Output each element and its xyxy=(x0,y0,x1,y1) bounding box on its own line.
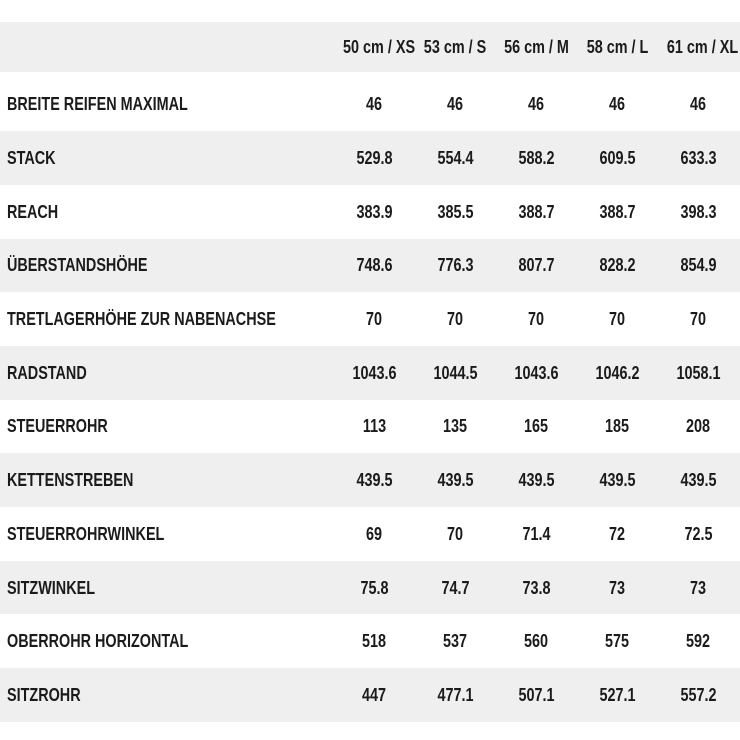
row-label: ÜBERSTANDSHÖHE xyxy=(7,255,148,276)
cell-value: 518 xyxy=(362,631,387,652)
cell-value: 1043.6 xyxy=(352,362,397,383)
cell-value: 439.5 xyxy=(599,470,636,491)
cell-value: 72.5 xyxy=(684,523,713,544)
cell-value: 46 xyxy=(366,94,383,115)
cell-value: 1058.1 xyxy=(676,362,721,383)
table-row-sitzwinkel xyxy=(0,561,740,615)
cell-value: 46 xyxy=(690,94,707,115)
column-header-label: 61 cm / XL xyxy=(666,37,739,57)
cell-value: 439.5 xyxy=(680,470,717,491)
cell-value: 439.5 xyxy=(437,470,474,491)
cell-value: 828.2 xyxy=(599,255,636,276)
cell-value: 439.5 xyxy=(356,470,393,491)
table-row-stack xyxy=(0,131,740,185)
table-row-radstand xyxy=(0,346,740,400)
row-label: OBERROHR HORIZONTAL xyxy=(7,631,189,652)
cell-value: 575 xyxy=(605,631,630,652)
table-row-sitzrohr xyxy=(0,668,740,722)
cell-value: 609.5 xyxy=(599,148,636,169)
cell-value: 383.9 xyxy=(356,201,393,222)
cell-value: 71.4 xyxy=(522,523,551,544)
table-row-steuerrohr xyxy=(0,400,740,454)
cell-value: 776.3 xyxy=(437,255,474,276)
cell-value: 588.2 xyxy=(518,148,555,169)
cell-value: 208 xyxy=(686,416,711,437)
table-row-breite-reifen-maximal xyxy=(0,78,740,132)
cell-value: 633.3 xyxy=(680,148,717,169)
cell-value: 1046.2 xyxy=(595,362,640,383)
cell-value: 113 xyxy=(362,416,387,437)
cell-value: 477.1 xyxy=(437,684,474,705)
row-label: REACH xyxy=(7,201,59,222)
table-row-steuerrohrwinkel xyxy=(0,507,740,561)
cell-value: 46 xyxy=(447,94,464,115)
row-label: BREITE REIFEN MAXIMAL xyxy=(7,94,188,115)
cell-value: 70 xyxy=(447,309,464,330)
cell-value: 854.9 xyxy=(680,255,717,276)
cell-value: 72 xyxy=(609,523,626,544)
cell-value: 46 xyxy=(609,94,626,115)
cell-value: 70 xyxy=(447,523,464,544)
cell-value: 748.6 xyxy=(356,255,393,276)
cell-value: 388.7 xyxy=(599,201,636,222)
column-header-xl xyxy=(658,38,739,56)
row-label: STEUERROHRWINKEL xyxy=(7,523,165,544)
cell-value: 385.5 xyxy=(437,201,474,222)
cell-value: 165 xyxy=(524,416,549,437)
column-header-label: 56 cm / M xyxy=(504,37,569,57)
row-label: SITZWINKEL xyxy=(7,577,95,598)
cell-value: 135 xyxy=(443,416,468,437)
cell-value: 439.5 xyxy=(518,470,555,491)
row-label: KETTENSTREBEN xyxy=(7,470,134,491)
cell-value: 527.1 xyxy=(599,684,636,705)
cell-value: 554.4 xyxy=(437,148,474,169)
cell-value: 73.8 xyxy=(522,577,551,598)
column-header-label: 50 cm / XS xyxy=(343,37,416,57)
row-label: TRETLAGERHÖHE ZUR NABENACHSE xyxy=(7,309,276,330)
table-row-tretlagerhoehe xyxy=(0,292,740,346)
table-row-ueberstandshoehe xyxy=(0,239,740,293)
column-header-xs xyxy=(334,38,415,56)
cell-value: 69 xyxy=(366,523,383,544)
cell-value: 388.7 xyxy=(518,201,555,222)
cell-value: 560 xyxy=(524,631,549,652)
cell-value: 75.8 xyxy=(360,577,389,598)
cell-value: 70 xyxy=(528,309,545,330)
cell-value: 46 xyxy=(528,94,545,115)
cell-value: 447 xyxy=(362,684,387,705)
cell-value: 70 xyxy=(690,309,707,330)
cell-value: 74.7 xyxy=(441,577,470,598)
cell-value: 557.2 xyxy=(680,684,717,705)
column-header-m xyxy=(496,38,577,56)
cell-value: 73 xyxy=(609,577,626,598)
cell-value: 398.3 xyxy=(680,201,717,222)
row-label: STACK xyxy=(7,148,56,169)
cell-value: 73 xyxy=(690,577,707,598)
column-header-label: 58 cm / L xyxy=(586,37,649,57)
row-label: SITZROHR xyxy=(7,684,81,705)
table-row-kettenstreben xyxy=(0,453,740,507)
table-row-reach xyxy=(0,185,740,239)
cell-value: 1043.6 xyxy=(514,362,559,383)
cell-value: 70 xyxy=(366,309,383,330)
cell-value: 70 xyxy=(609,309,626,330)
cell-value: 185 xyxy=(605,416,630,437)
table-row-oberrohr-horizontal xyxy=(0,614,740,668)
column-header-label: 53 cm / S xyxy=(424,37,487,57)
cell-value: 507.1 xyxy=(518,684,555,705)
cell-value: 537 xyxy=(443,631,468,652)
cell-value: 807.7 xyxy=(518,255,555,276)
cell-value: 529.8 xyxy=(356,148,393,169)
row-label: STEUERROHR xyxy=(7,416,108,437)
column-header-l xyxy=(577,38,658,56)
column-header-s xyxy=(415,38,496,56)
cell-value: 1044.5 xyxy=(433,362,478,383)
cell-value: 592 xyxy=(686,631,711,652)
row-label: RADSTAND xyxy=(7,362,87,383)
header-row xyxy=(0,22,740,72)
